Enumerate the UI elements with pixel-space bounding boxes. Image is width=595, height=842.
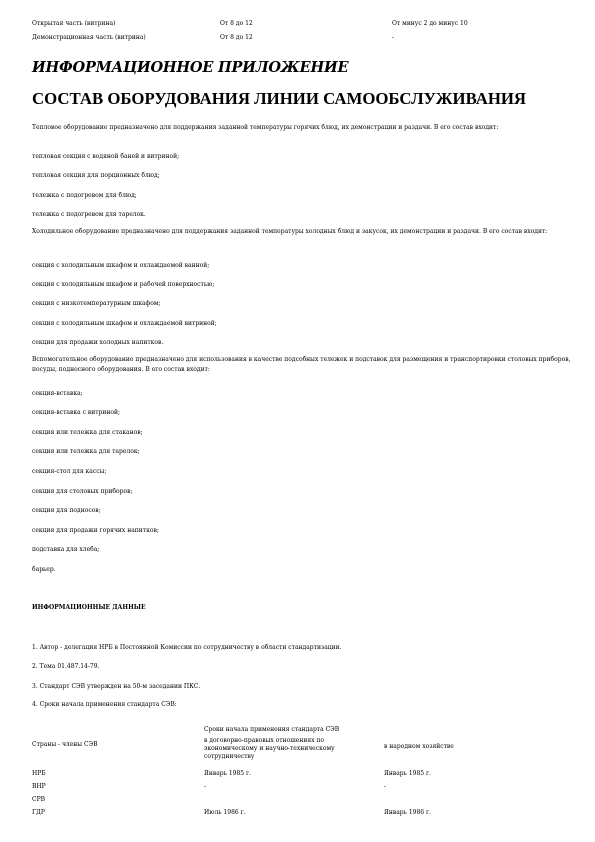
table-cell-economy: - xyxy=(384,783,387,790)
col-header-economy: в народном хозяйстве xyxy=(384,743,454,750)
list-item: секция или тележка для стаканов; xyxy=(32,429,143,436)
table-cell-contract: Июль 1986 г. xyxy=(204,809,246,816)
table-cell-country: ВНР xyxy=(32,783,46,790)
appendix-title: ИНФОРМАЦИОННОЕ ПРИЛОЖЕНИЕ xyxy=(32,59,349,76)
info-item: 1. Автор - делегация НРБ в Постоянной Комиссии по сотрудничеству в области стандартизации. xyxy=(32,644,342,651)
list-item: подставка для хлеба; xyxy=(32,546,100,553)
table-cell-economy: Январь 1986 г. xyxy=(384,809,432,816)
list-item: тележка с подогревом для блюд; xyxy=(32,192,137,199)
table-cell-country: СРВ xyxy=(32,796,46,803)
top-table-row xyxy=(32,20,572,30)
list-item: секция-вставка; xyxy=(32,390,83,397)
table-cell-country: НРБ xyxy=(32,770,46,777)
info-item: 3. Стандарт СЭВ утвержден на 50-м заседании ПКС. xyxy=(32,683,201,690)
top-cell: От 8 до 12 xyxy=(220,34,253,41)
col-header-country: Страны - члены СЭВ xyxy=(32,741,98,748)
aux-intro: Вспомогательное оборудование предназначено для использования в качестве подсобных тележек и подставок для размещения и транспортировки столовых приборов, посуды, подносного оборудования. В его состав входит: xyxy=(32,356,571,373)
col-header-contract: в договорно-правовых отношениях по экономическому и научно-техническому сотрудничеству xyxy=(204,737,335,760)
list-item: секция для продажи горячих напитков; xyxy=(32,527,159,534)
info-item: 2. Тема 01.487.14-79. xyxy=(32,663,100,670)
list-item: секция с холодильным шкафом и рабочей поверхностью; xyxy=(32,281,215,288)
info-heading: ИНФОРМАЦИОННЫЕ ДАННЫЕ xyxy=(32,604,146,611)
list-item: секция для подносов; xyxy=(32,507,101,514)
table-cell-economy: Январь 1985 г. xyxy=(384,770,432,777)
top-cell: Открытая часть (витрина) xyxy=(32,20,116,27)
table-cell-country: ГДР xyxy=(32,809,45,816)
list-item: секция для продажи холодных напитков. xyxy=(32,339,164,346)
list-item: секция-стол для кассы; xyxy=(32,468,107,475)
group-header: Сроки начала применения стандарта СЭВ xyxy=(204,726,340,733)
list-item: секция-вставка с витриной; xyxy=(32,409,121,416)
main-title: СОСТАВ ОБОРУДОВАНИЯ ЛИНИИ САМООБСЛУЖИВАНИЯ xyxy=(32,89,527,108)
thermal-intro: Тепловое оборудование предназначено для поддержания заданной температуры горячих блюд, их демонстрации и раздачи. В его состав входит: xyxy=(32,124,499,131)
list-item: тележка с подогревом для тарелок. xyxy=(32,211,146,218)
table-cell-contract: - xyxy=(204,783,207,790)
list-item: секция с холодильным шкафом и охлаждаемой ванной; xyxy=(32,262,210,269)
list-item: барьер. xyxy=(32,566,56,573)
top-cell: Демонстрационная часть (витрина) xyxy=(32,34,146,41)
list-item: секция для столовых приборов; xyxy=(32,488,133,495)
top-cell: - xyxy=(392,34,395,41)
list-item: тепловая секция с водяной баней и витриной; xyxy=(32,153,180,160)
top-cell: От 8 до 12 xyxy=(220,20,253,27)
cold-intro: Холодильное оборудование предназначено для поддержания заданной температуры холодных блюд и закусок, их демонстрации и раздачи. В его состав входит: xyxy=(32,228,548,235)
table-cell-contract: Январь 1985 г. xyxy=(204,770,252,777)
list-item: тепловая секция для порционных блюд; xyxy=(32,172,160,179)
list-item: секция с холодильным шкафом и охлаждаемой витриной; xyxy=(32,320,217,327)
list-item: секция с низкотемпературным шкафом; xyxy=(32,300,161,307)
info-item: 4. Сроки начала применения стандарта СЭВ: xyxy=(32,701,177,708)
list-item: секция или тележка для тарелок; xyxy=(32,448,140,455)
top-table-row xyxy=(32,34,572,44)
terms-table xyxy=(32,722,552,822)
top-cell: От минус 2 до минус 10 xyxy=(392,20,468,27)
